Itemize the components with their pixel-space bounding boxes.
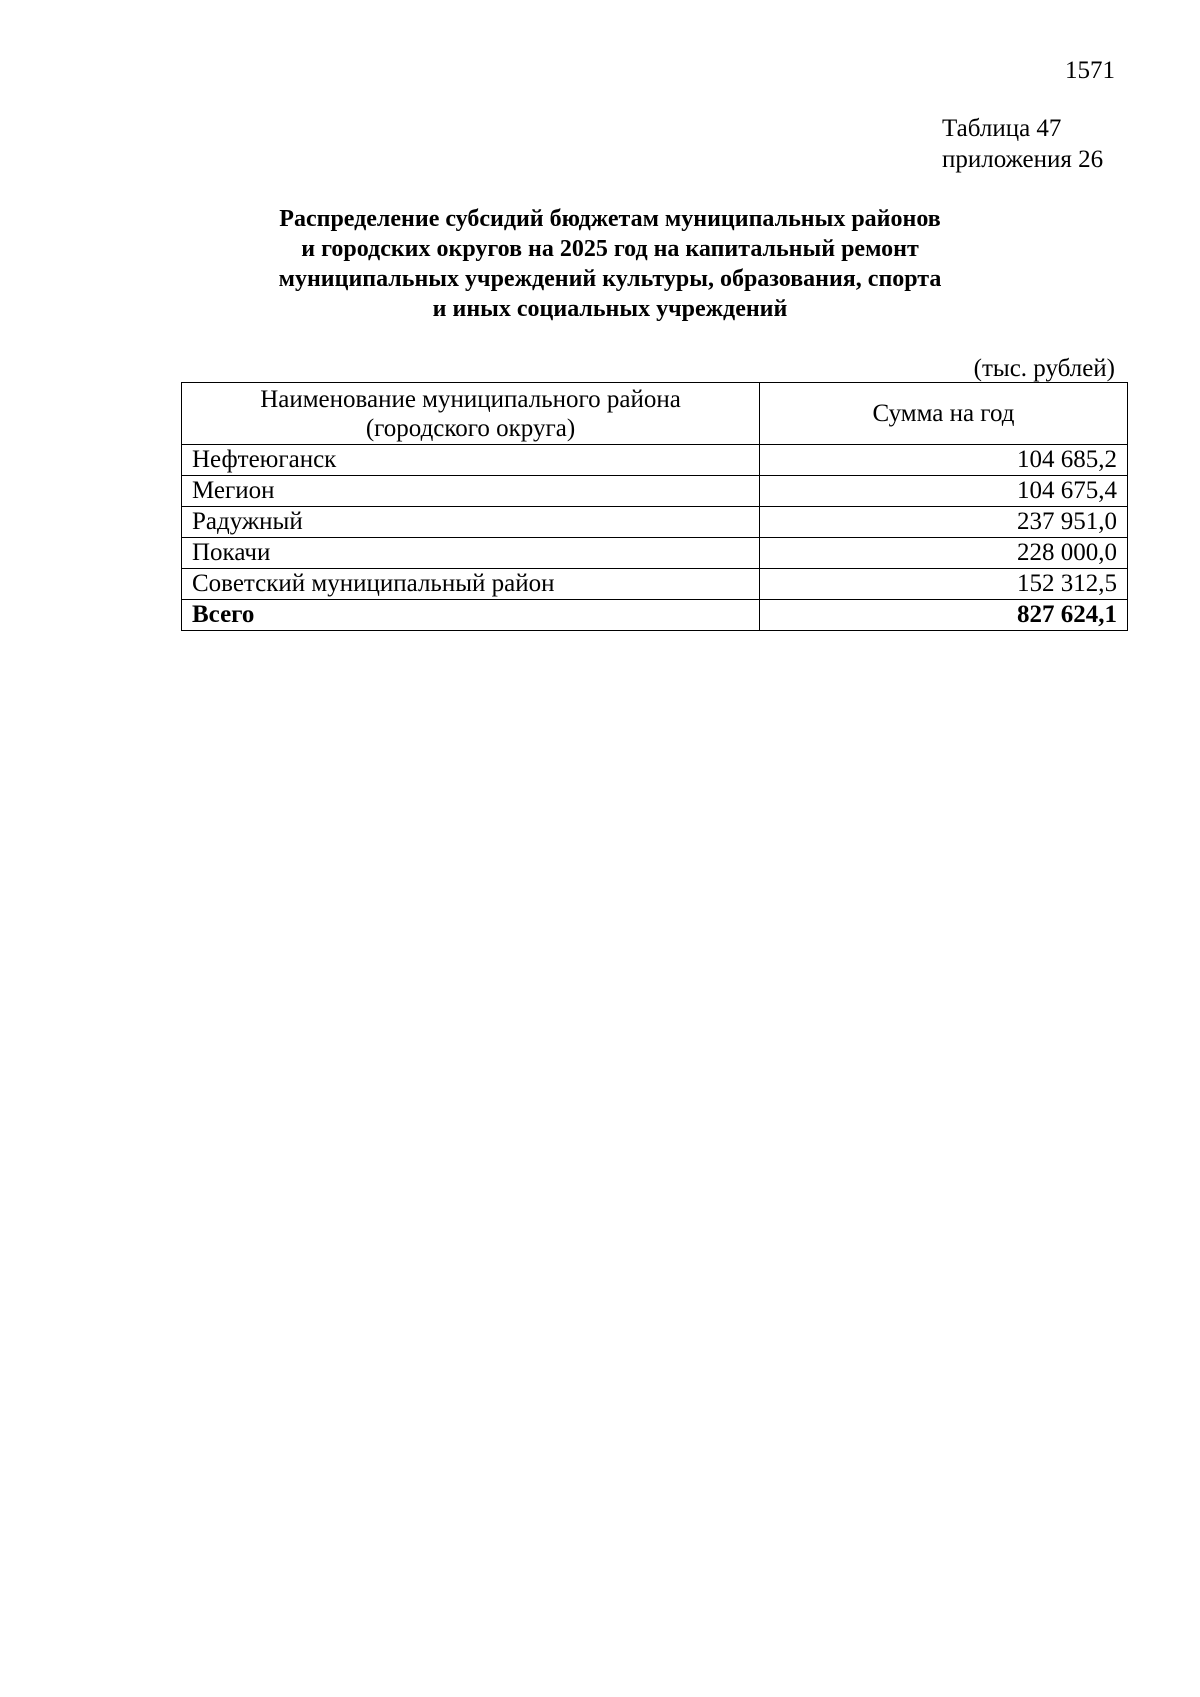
row-municipality: Советский муниципальный район <box>182 569 760 600</box>
row-amount: 228 000,0 <box>760 538 1128 569</box>
total-amount: 827 624,1 <box>760 600 1128 631</box>
table-reference-appendix: приложения 26 <box>942 146 1104 173</box>
title-line-1: Распределение субсидий бюджетам муниципальных районов <box>279 206 941 232</box>
total-row <box>182 600 1128 631</box>
row-municipality: Радужный <box>182 507 760 538</box>
table-row <box>182 569 1128 600</box>
table-row <box>182 476 1128 507</box>
table-row <box>182 538 1128 569</box>
title-line-2: и городских округов на 2025 год на капитальный ремонт <box>301 236 919 262</box>
subsidies-table <box>181 382 1128 631</box>
title-line-4: и иных социальных учреждений <box>432 296 788 322</box>
row-amount: 104 675,4 <box>760 476 1128 507</box>
page-number: 1571 <box>1065 57 1115 84</box>
table-row <box>182 445 1128 476</box>
table-row <box>182 507 1128 538</box>
row-amount: 104 685,2 <box>760 445 1128 476</box>
row-municipality: Мегион <box>182 476 760 507</box>
row-amount: 237 951,0 <box>760 507 1128 538</box>
row-municipality: Покачи <box>182 538 760 569</box>
units-label: (тыс. рублей) <box>973 355 1115 382</box>
title-line-3: муниципальных учреждений культуры, образования, спорта <box>278 266 942 292</box>
row-municipality: Нефтеюганск <box>182 445 760 476</box>
document-title <box>190 204 1030 324</box>
header-sum: Сумма на год <box>760 383 1128 445</box>
header-municipality <box>182 383 760 445</box>
header-municipality-line-1: Наименование муниципального района <box>260 385 681 413</box>
table-reference <box>942 113 1103 175</box>
header-municipality-line-2: (городского округа) <box>365 414 576 442</box>
table-reference-number: Таблица 47 <box>942 115 1062 142</box>
total-label: Всего <box>182 600 760 631</box>
table-header-row <box>182 383 1128 445</box>
row-amount: 152 312,5 <box>760 569 1128 600</box>
